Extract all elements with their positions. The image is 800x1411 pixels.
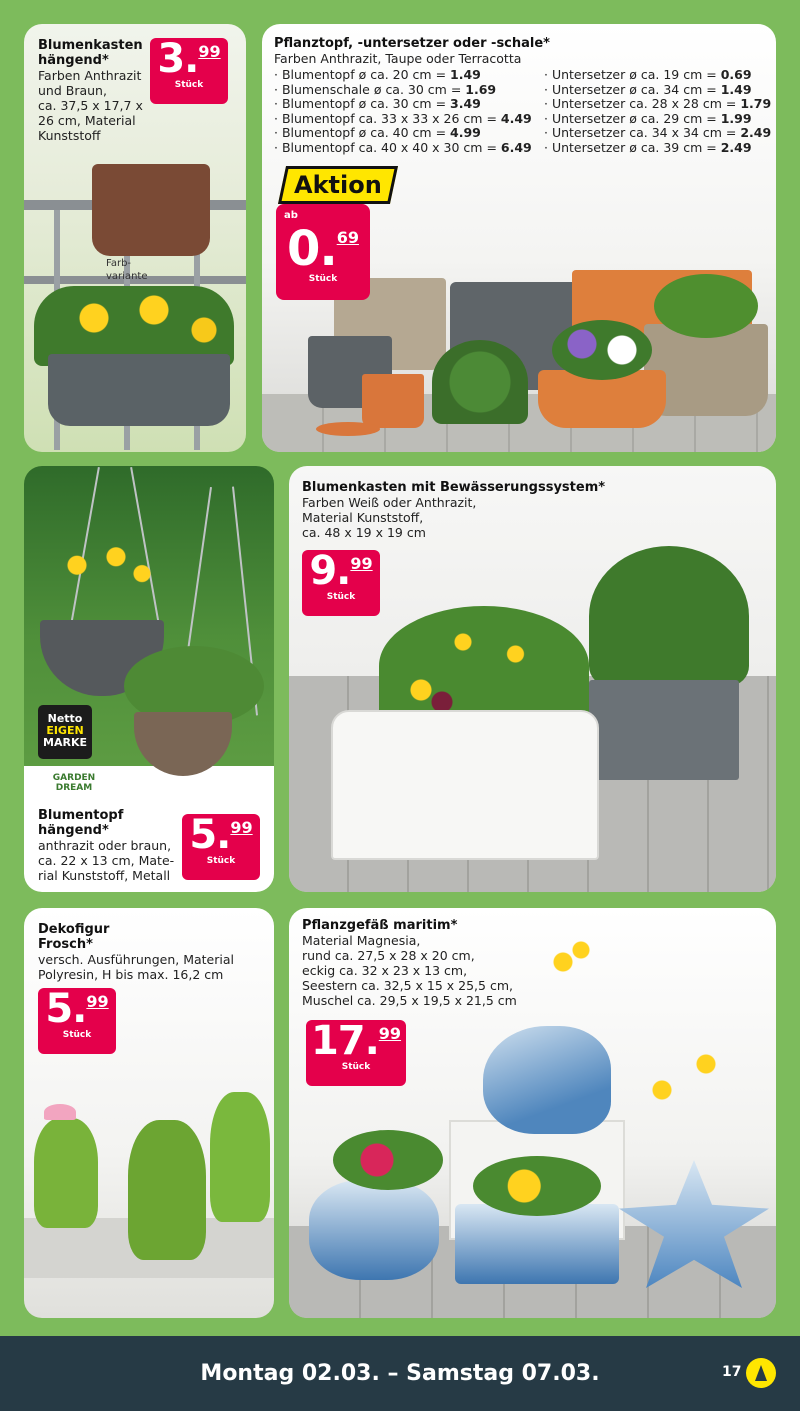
price-list-right: [544, 68, 771, 155]
price-list-item: · Blumentopf ca. 33 x 33 x 26 cm = 4.49: [274, 110, 532, 126]
price-list-item: · Untersetzer ø ca. 39 cm = 2.49: [544, 139, 752, 155]
price-unit: Stück: [206, 856, 236, 866]
anthracite-planter-illustration: [589, 680, 739, 780]
price-unit: Stück: [326, 592, 356, 602]
price-cents: 99: [230, 818, 253, 837]
price-list-item: · Untersetzer ø ca. 19 cm = 0.69: [544, 67, 752, 82]
product-card-blumentopf-haengend[interactable]: [24, 466, 274, 892]
product-title: Blumenkasten hängend*: [38, 38, 143, 68]
anthracite-planter-illustration: [48, 354, 230, 426]
product-title: Pflanzgefäß maritim*: [302, 918, 458, 933]
garden-dream-logo: GARDEN DREAM: [38, 768, 110, 798]
product-description: Farben Weiß oder Anthrazit, Material Kunststoff, ca. 48 x 19 x 19 cm: [302, 495, 477, 540]
netto-logo-icon: [746, 1358, 776, 1388]
price-list-item: · Blumentopf ø ca. 30 cm = 3.49: [274, 96, 481, 111]
price-integer: 17.: [310, 1018, 379, 1064]
price-integer: 5.: [189, 812, 231, 858]
price-prefix: ab: [284, 210, 298, 221]
product-info: [302, 480, 605, 540]
price-cents: 99: [350, 554, 373, 573]
primrose-plant-illustration: [333, 1130, 443, 1190]
price-tag: [182, 814, 260, 880]
square-planter-illustration: [455, 1204, 619, 1284]
price-list-item: · Untersetzer ca. 28 x 28 cm = 1.79: [544, 96, 772, 111]
price-tag: [150, 38, 228, 104]
price-list-left: [274, 68, 532, 155]
product-description: Farben Anthrazit und Braun, ca. 37,5 x 17,7 x 26 cm, Material Kunststoff: [38, 68, 143, 143]
price-tag: [38, 988, 116, 1054]
frog-figure-illustration: [34, 1118, 98, 1228]
price-tag: [302, 550, 380, 616]
price-cents: 99: [198, 42, 221, 61]
product-card-pflanztopf[interactable]: [262, 24, 776, 452]
product-card-blumenkasten-haengend[interactable]: [24, 24, 246, 452]
price-cents: 69: [336, 228, 359, 247]
price-unit: Stück: [62, 1030, 92, 1040]
product-description: Material Magnesia, rund ca. 27,5 x 28 x 20 cm, eckig ca. 32 x 23 x 13 cm, Seestern ca. 32,5 x 15 x 25,5 cm, Muschel ca. 29,5 x 19,5 x 21,5 cm: [302, 933, 517, 1008]
footer-bar: [0, 1336, 800, 1411]
frog-figure-illustration: [128, 1120, 206, 1260]
price-integer: 0.: [287, 221, 337, 277]
product-description: anthrazit oder braun, ca. 22 x 13 cm, Mate- rial Kunststoff, Metall: [38, 838, 175, 883]
daffodils-illustration: [38, 540, 168, 624]
round-planter-illustration: [309, 1180, 439, 1280]
product-info: [274, 36, 774, 66]
bay-plant-illustration: [589, 546, 749, 686]
frog-hat-illustration: [44, 1104, 76, 1120]
price-list-item: · Untersetzer ø ca. 29 cm = 1.99: [544, 110, 752, 126]
price-integer: 3.: [157, 36, 199, 82]
product-title: Blumentopf hängend*: [38, 808, 124, 838]
terracotta-saucer-illustration: [316, 422, 380, 436]
product-info: [38, 808, 174, 883]
herb-plant-illustration: [432, 340, 528, 424]
boxwood-plant-illustration: [654, 274, 758, 338]
price-integer: 9.: [309, 548, 351, 594]
product-info: [38, 38, 143, 143]
aktion-badge: Aktion: [278, 166, 398, 204]
price-unit: Stück: [174, 80, 204, 90]
product-card-dekofigur-frosch[interactable]: [24, 908, 274, 1318]
price-list-item: · Blumentopf ø ca. 20 cm = 1.49: [274, 67, 481, 82]
price-list-item: · Blumenschale ø ca. 30 cm = 1.69: [274, 81, 497, 97]
price-tag: [276, 204, 370, 300]
product-title: Pflanztopf, -untersetzer oder -schale*: [274, 36, 550, 51]
product-card-blumenkasten-bewaesserung[interactable]: [289, 466, 776, 892]
price-list-item: · Untersetzer ca. 34 x 34 cm = 2.49: [544, 125, 772, 140]
netto-eigenmarke-logo: Netto EIGEN MARKE: [38, 705, 92, 759]
daffodils-illustration: [539, 938, 599, 1058]
product-card-pflanzgefaess-maritim[interactable]: [289, 908, 776, 1318]
price-list-item: · Blumentopf ca. 40 x 40 x 30 cm = 6.49: [274, 139, 532, 155]
price-list-item: · Blumentopf ø ca. 40 cm = 4.99: [274, 125, 481, 140]
spring-flowers-illustration: [379, 606, 589, 726]
white-planter-illustration: [331, 710, 599, 860]
frog-figure-illustration: [210, 1092, 270, 1222]
color-variant-note: Farb- variante: [106, 258, 148, 282]
page-number: 17: [722, 1364, 742, 1380]
price-tag: [306, 1020, 406, 1086]
price-cents: 99: [378, 1024, 402, 1043]
price-list-item: · Untersetzer ø ca. 34 cm = 1.49: [544, 81, 752, 97]
product-info: [38, 922, 234, 982]
price-cents: 99: [86, 992, 109, 1011]
pansy-plant-illustration: [552, 320, 652, 380]
primrose-plant-illustration: [473, 1156, 601, 1216]
product-subtitle: Farben Anthrazit, Taupe oder Terracotta: [274, 51, 522, 66]
brown-planter-illustration: [92, 164, 210, 256]
product-description: versch. Ausführungen, Material Polyresin, H bis max. 16,2 cm: [38, 952, 234, 982]
product-title: Blumenkasten mit Bewässerungssystem*: [302, 480, 606, 495]
price-integer: 5.: [45, 986, 87, 1032]
price-unit: Stück: [341, 1062, 371, 1072]
product-info: [302, 918, 517, 1008]
price-unit: Stück: [308, 274, 338, 284]
daffodils-illustration: [629, 1038, 739, 1168]
offer-dates: Montag 02.03. – Samstag 07.03.: [200, 1361, 600, 1386]
terracotta-small-pot-illustration: [362, 374, 424, 428]
product-title: Dekofigur Frosch*: [38, 922, 110, 952]
